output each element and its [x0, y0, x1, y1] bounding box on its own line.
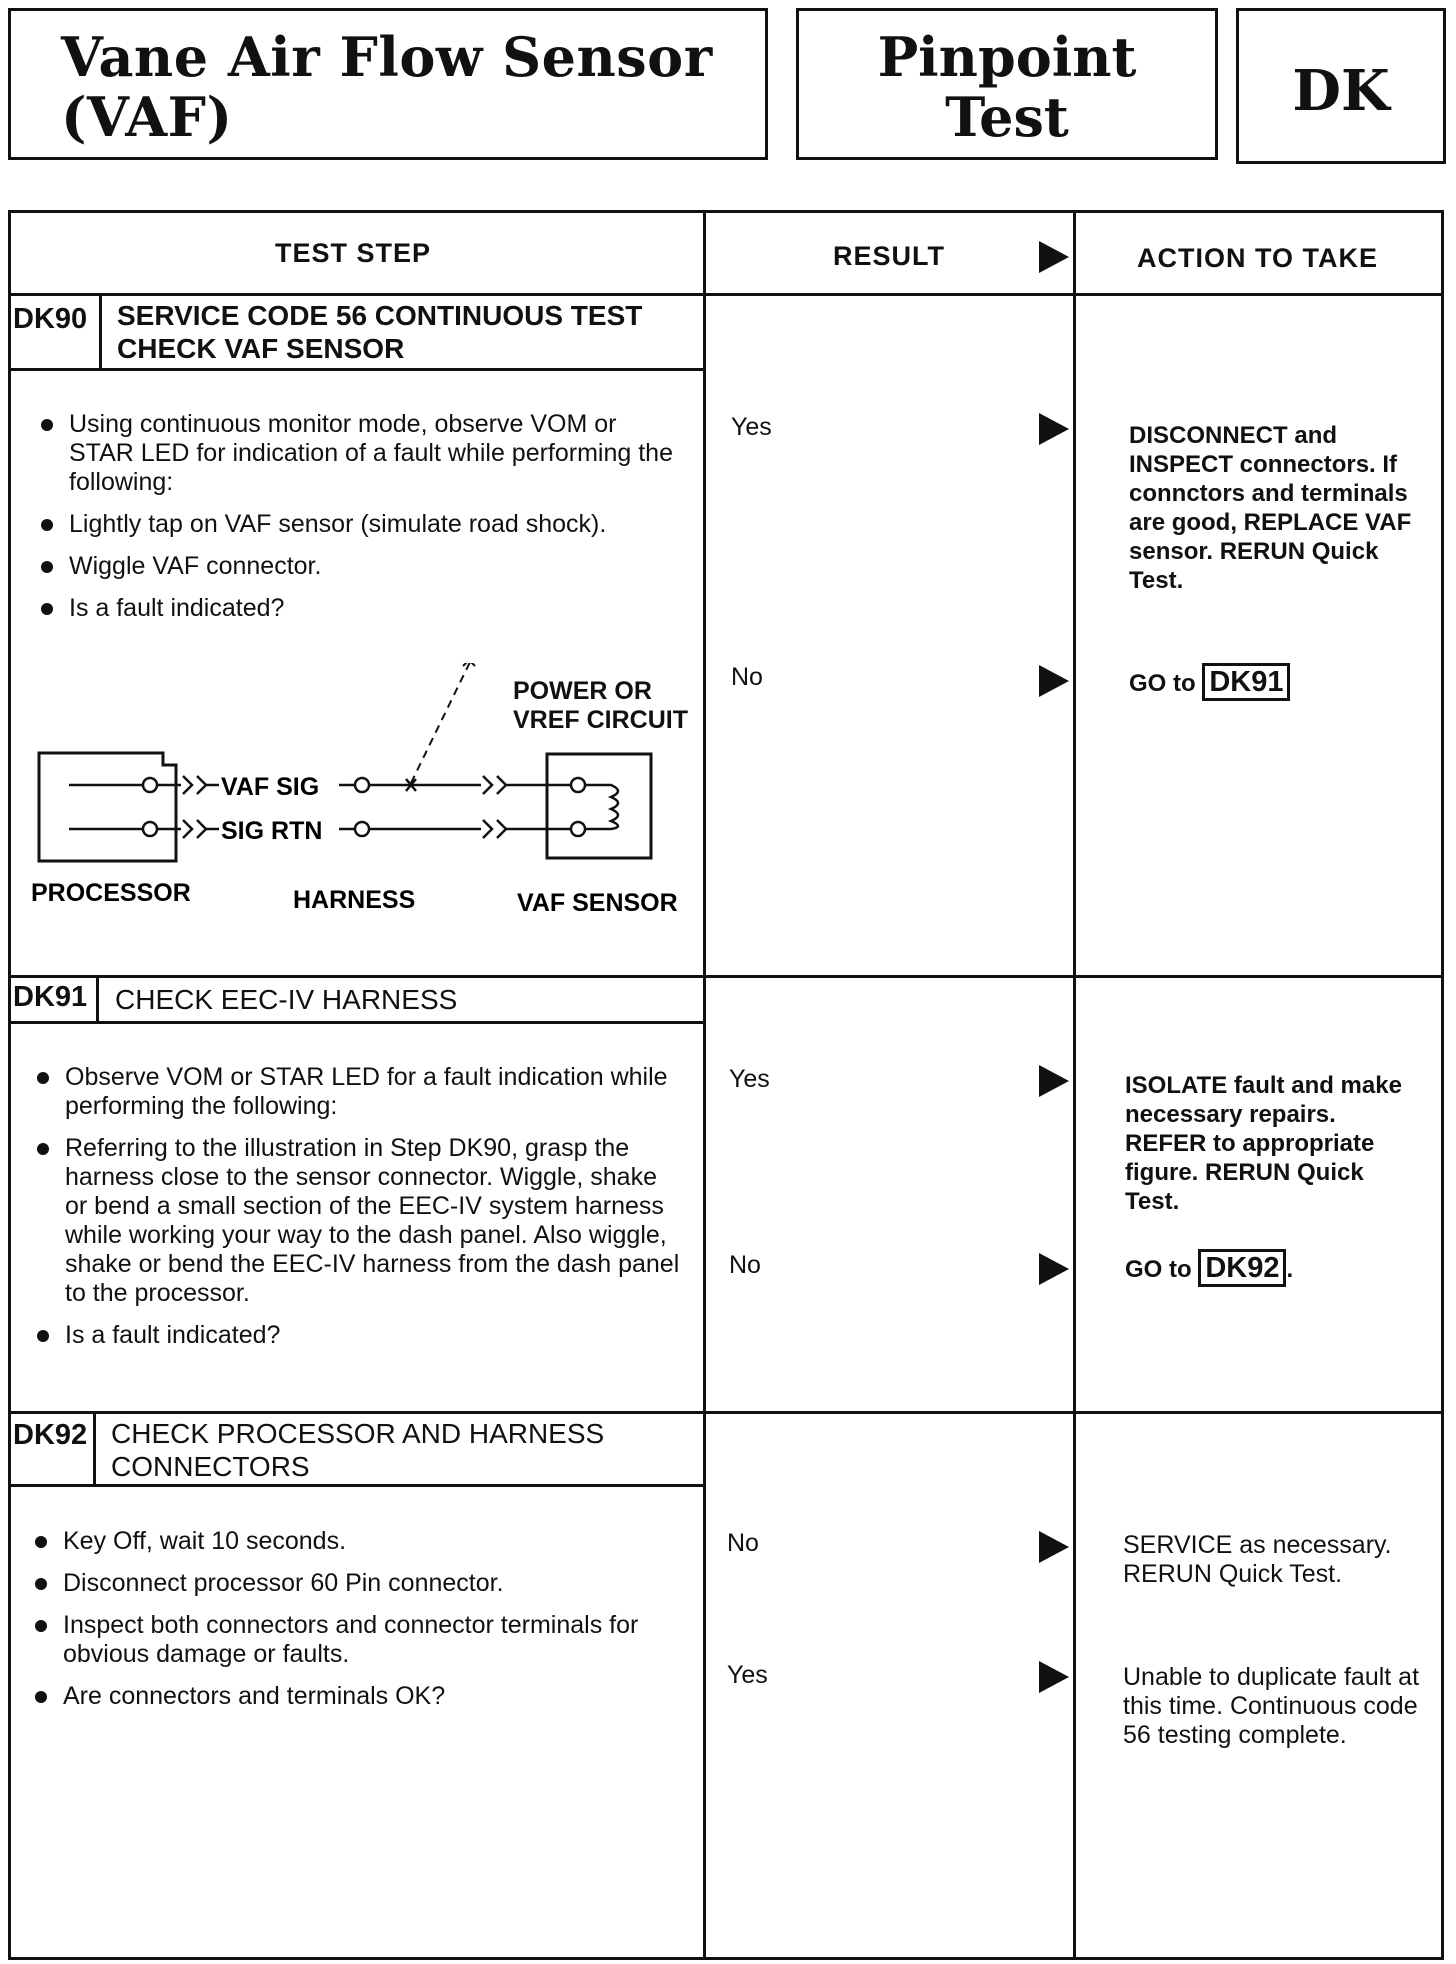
- connector-chevron-icon: [483, 776, 506, 794]
- power-label-line1: POWER OR: [513, 677, 652, 705]
- step-id-divider: [96, 978, 99, 1021]
- step-id: DK90: [13, 303, 88, 335]
- step-title: [117, 299, 642, 365]
- step-id-divider: [93, 1414, 96, 1484]
- result-arrow-icon: [1039, 1065, 1069, 1097]
- vaf-sensor-label: VAF SENSOR: [517, 889, 678, 917]
- bullet-icon: [37, 1072, 49, 1084]
- step-title: [111, 1417, 604, 1483]
- step-title-divider: [11, 368, 703, 371]
- bullet-text: Key Off, wait 10 seconds.: [63, 1527, 347, 1555]
- header-divider: [11, 293, 1441, 296]
- list-item: [33, 1682, 681, 1711]
- action-goto: [1129, 663, 1290, 701]
- step-title-line2: CHECK VAF SENSOR: [117, 333, 405, 364]
- result-arrow-icon: [1039, 665, 1069, 697]
- pinpoint-table: [8, 210, 1444, 1960]
- list-item: [39, 410, 679, 497]
- list-item: [39, 510, 679, 539]
- list-item: [35, 1063, 683, 1121]
- bullet-text: Using continuous monitor mode, observe VOM or STAR LED for indication of a fault while performing the following:: [69, 410, 673, 496]
- bullet-icon: [41, 519, 53, 531]
- bullet-icon: [41, 561, 53, 573]
- bullet-icon: [41, 419, 53, 431]
- step-title-line1: CHECK PROCESSOR AND HARNESS: [111, 1418, 605, 1449]
- list-item: [33, 1527, 681, 1556]
- harness-pin-top: [355, 778, 369, 792]
- bullet-text: Is a fault indicated?: [69, 594, 285, 622]
- vaf-sensor-box: [547, 754, 651, 858]
- action-text: ISOLATE fault and make necessary repairs. REFER to appropriate figure. RERUN Quick Test.: [1125, 1072, 1402, 1215]
- bullet-icon: [37, 1143, 49, 1155]
- step-title-line2: CONNECTORS: [111, 1451, 310, 1482]
- pinpoint-line2: Test: [945, 85, 1069, 149]
- bullet-icon: [35, 1691, 47, 1703]
- list-item: [39, 594, 679, 623]
- bullet-text: Wiggle VAF connector.: [69, 552, 322, 580]
- title-box: [8, 8, 768, 160]
- step-title-divider: [11, 1021, 703, 1024]
- result-yes: Yes: [729, 1065, 770, 1093]
- bullet-icon: [35, 1536, 47, 1548]
- list-item: [35, 1321, 683, 1350]
- power-circuit-label: [513, 677, 688, 735]
- action-text: SERVICE as necessary. RERUN Quick Test.: [1123, 1531, 1392, 1588]
- step-id: DK91: [13, 981, 88, 1013]
- bullet-text: Observe VOM or STAR LED for a fault indication while performing the following:: [65, 1063, 668, 1120]
- harness-label: HARNESS: [293, 886, 416, 914]
- step-title-line1: SERVICE CODE 56 CONTINUOUS TEST: [117, 300, 643, 331]
- list-item: [33, 1611, 681, 1669]
- list-item: [35, 1134, 683, 1308]
- sensor-pin-bottom: [571, 822, 585, 836]
- step-bullets: [33, 1527, 681, 1724]
- processor-box: [39, 753, 176, 861]
- column-divider-action: [1073, 213, 1076, 1957]
- page-title: [61, 27, 713, 147]
- result-no: No: [731, 663, 763, 691]
- bullet-text: Are connectors and terminals OK?: [63, 1682, 446, 1710]
- bullet-icon: [41, 603, 53, 615]
- harness-pin-bottom: [355, 822, 369, 836]
- step-divider: [11, 975, 1441, 978]
- result-yes: Yes: [727, 1661, 768, 1689]
- bullet-icon: [37, 1330, 49, 1342]
- step-divider: [11, 1411, 1441, 1414]
- action-goto: [1125, 1249, 1293, 1287]
- page-title-line2: (VAF): [61, 85, 233, 149]
- step-title-divider: [11, 1484, 703, 1487]
- step-id: DK92: [13, 1419, 88, 1451]
- header-result: RESULT: [833, 241, 945, 271]
- step-id-divider: [99, 296, 102, 368]
- sig-rtn-label: SIG RTN: [221, 817, 323, 845]
- processor-pin-top: [143, 778, 157, 792]
- test-code: DK: [1292, 58, 1390, 124]
- column-divider-result: [703, 213, 706, 1957]
- processor-pin-bottom: [143, 822, 157, 836]
- pinpoint-test-box: [796, 8, 1218, 160]
- step-bullets: [39, 410, 679, 636]
- action-text: DISCONNECT and INSPECT connectors. If connctors and terminals are good, REPLACE VAF sensor. RERUN Quick Test.: [1129, 422, 1412, 594]
- result-yes: Yes: [731, 413, 772, 441]
- test-code-box: [1236, 8, 1446, 164]
- power-dashed-line: [411, 663, 471, 783]
- list-item: [39, 552, 679, 581]
- sensor-resistor-icon: [585, 785, 618, 829]
- header-action: ACTION TO TAKE: [1137, 243, 1378, 273]
- bullet-text: Referring to the illustration in Step DK90, grasp the harness close to the sensor connector. Wiggle, shake or bend a small section of the EEC-IV system harness while working your way to the dash panel. Also wiggle, shake or bend the EEC-IV harness from the dash panel to the processor.: [65, 1134, 680, 1307]
- bullet-text: Is a fault indicated?: [65, 1321, 281, 1349]
- pinpoint-line1: Pinpoint: [877, 25, 1137, 89]
- result-arrow-icon: [1039, 1531, 1069, 1563]
- bullet-text: Lightly tap on VAF sensor (simulate road shock).: [69, 510, 607, 538]
- result-arrow-icon: [1039, 1661, 1069, 1693]
- pinpoint-test-label: [799, 27, 1215, 147]
- step-bullets: [35, 1063, 683, 1363]
- power-label-line2: VREF CIRCUIT: [513, 706, 688, 734]
- page-title-line1: Vane Air Flow Sensor: [61, 25, 713, 89]
- goto-suffix: .: [1286, 1256, 1294, 1283]
- header-test-step: TEST STEP: [275, 238, 432, 268]
- list-item: [33, 1569, 681, 1598]
- bullet-icon: [35, 1578, 47, 1590]
- bullet-text: Disconnect processor 60 Pin connector.: [63, 1569, 504, 1597]
- connector-chevron-icon: [183, 820, 206, 838]
- bullet-text: Inspect both connectors and connector terminals for obvious damage or faults.: [63, 1611, 639, 1668]
- goto-prefix: GO to: [1125, 1256, 1192, 1283]
- step-title: CHECK EEC-IV HARNESS: [115, 984, 458, 1015]
- bullet-icon: [35, 1620, 47, 1632]
- header-arrow-icon: [1039, 241, 1069, 273]
- vaf-sig-label: VAF SIG: [221, 773, 320, 801]
- result-arrow-icon: [1039, 413, 1069, 445]
- result-arrow-icon: [1039, 1253, 1069, 1285]
- connector-chevron-icon: [183, 776, 206, 794]
- result-no: No: [729, 1251, 761, 1279]
- connector-chevron-icon: [483, 820, 506, 838]
- goto-step-link[interactable]: DK91: [1202, 663, 1290, 701]
- action-text: Unable to duplicate fault at this time. Continuous code 56 testing complete.: [1123, 1663, 1420, 1749]
- sensor-pin-top: [571, 778, 585, 792]
- goto-step-link[interactable]: DK92: [1198, 1249, 1286, 1287]
- processor-label: PROCESSOR: [31, 879, 191, 907]
- result-no: No: [727, 1529, 759, 1557]
- goto-prefix: GO to: [1129, 670, 1196, 697]
